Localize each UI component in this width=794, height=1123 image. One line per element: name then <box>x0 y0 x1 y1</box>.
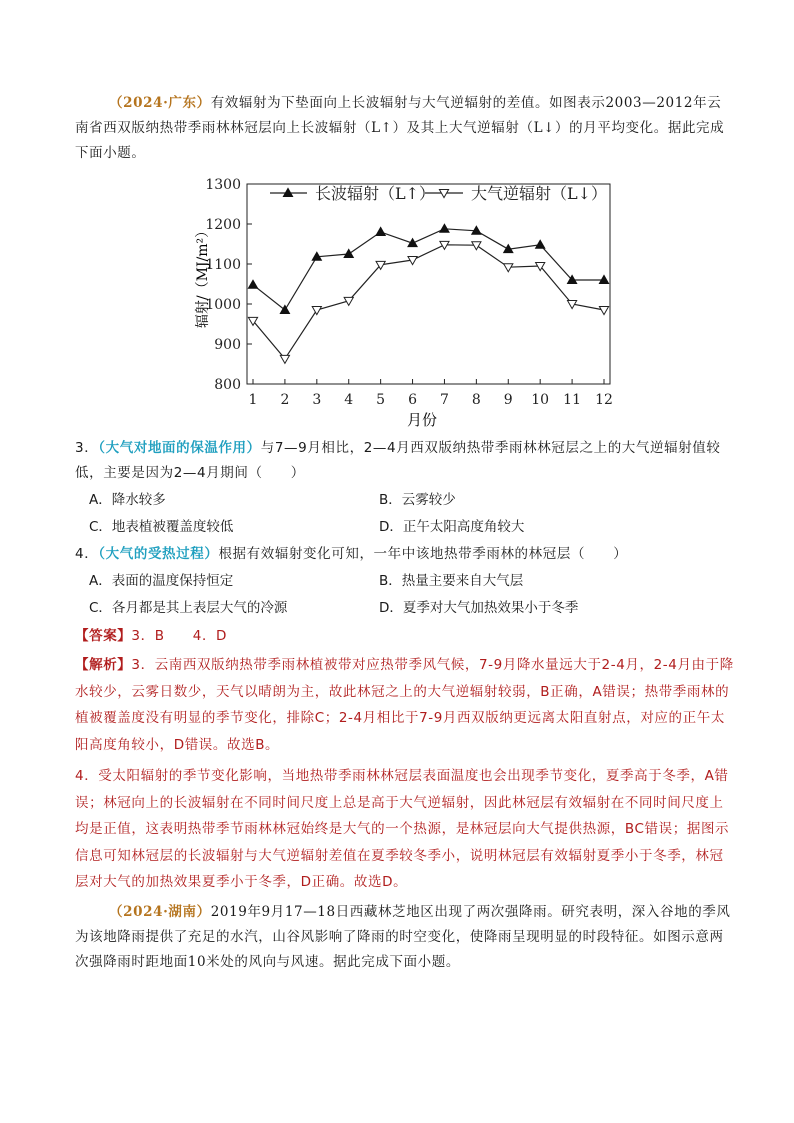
y-tick-label: 1200 <box>205 217 241 233</box>
data-point-counter <box>504 264 513 272</box>
data-point-counter <box>472 242 481 250</box>
legend-label-counter: 大气逆辐射（L↓） <box>471 184 608 203</box>
analysis-q3 <box>75 652 735 758</box>
data-point-counter <box>312 307 321 315</box>
chart-legend <box>270 184 607 203</box>
chart-axes <box>205 177 613 408</box>
data-point-longwave <box>344 249 353 257</box>
question-number: 4． <box>75 546 99 562</box>
x-tick-label: 5 <box>376 392 386 408</box>
topic-tag: （大气的受热过程） <box>98 546 219 562</box>
y-tick-label: 1300 <box>205 177 241 193</box>
data-point-longwave <box>280 305 289 313</box>
x-tick-label: 12 <box>595 392 613 408</box>
x-tick-label: 6 <box>408 392 418 408</box>
series-line-1 <box>253 229 604 310</box>
data-point-longwave <box>536 240 545 248</box>
source-tag: （2024·湖南） <box>109 904 211 920</box>
question-number: 3． <box>75 440 99 456</box>
analysis-text-3: 3．云南西双版纳热带季雨林植被带对应热带季风气候，7-9月降水量远大于2-4月，2-4月由于降水较少，云雾日数少，天气以晴朗为主，故此林冠之上的大气逆辐射较弱，B正确，A错误；热带季雨林的植被覆盖度没有明显的季节变化，排除C；2-4月相比于7-9月西双版纳更远离太阳直射点，对应的正午太阳高度角较小，D错误。故选B。 <box>75 657 734 753</box>
x-tick-label: 2 <box>280 392 290 408</box>
q3-option-a[interactable]: A．降水较多 <box>89 492 166 508</box>
q4-option-d[interactable]: D．夏季对大气加热效果小于冬季 <box>379 600 579 616</box>
question-text: 根据有效辐射变化可知，一年中该地热带季雨林的林冠层（ ） <box>218 546 628 562</box>
q3-option-c[interactable]: C．地表植被覆盖度较低 <box>89 519 234 535</box>
x-tick-label: 3 <box>312 392 322 408</box>
data-point-longwave <box>440 224 449 232</box>
intro-paragraph-1 <box>75 91 735 166</box>
question-3 <box>75 436 735 486</box>
answer-text: 3．B 4．D <box>131 628 228 644</box>
analysis-q4 <box>75 763 735 896</box>
question-4 <box>75 542 735 567</box>
source-tag: （2024·广东） <box>109 95 211 111</box>
x-tick-label: 1 <box>248 392 258 408</box>
y-axis-label: 辐射/（MJ/m²） <box>195 223 211 329</box>
x-tick-label: 4 <box>344 392 354 408</box>
q3-option-b[interactable]: B．云雾较少 <box>379 492 456 508</box>
y-tick-label: 1100 <box>205 257 241 273</box>
x-tick-label: 11 <box>563 392 582 408</box>
data-point-longwave <box>248 280 257 288</box>
question-text: 与7—9月相比，2—4月西双版纳热带季雨林林冠层之上的大气逆辐射值较低，主要是因为2—4月期间（ ） <box>75 440 721 481</box>
intro-text: 有效辐射为下垫面向上长波辐射与大气逆辐射的差值。如图表示2003—2012年云南省西双版纳热带季雨林林冠层向上长波辐射（L↑）及其上大气逆辐射（L↓）的月平均变化。据此完成下面小题。 <box>75 95 725 161</box>
topic-tag: （大气对地面的保温作用） <box>98 440 261 456</box>
radiation-line-chart <box>185 170 625 432</box>
q4-option-b[interactable]: B．热量主要来自大气层 <box>379 573 524 589</box>
chart-series-layer <box>248 224 608 363</box>
q4-option-c[interactable]: C．各月都是其上表层大气的冷源 <box>89 600 288 616</box>
data-point-longwave <box>376 227 385 235</box>
x-tick-label: 7 <box>439 392 449 408</box>
q3-option-d[interactable]: D．正午太阳高度角较大 <box>379 519 525 535</box>
intro-text: 2019年9月17—18日西藏林芝地区出现了两次强降雨。研究表明，深入谷地的季风为该地降雨提供了充足的水汽，山谷风影响了降雨的时空变化，使降雨呈现明显的时段特征。如图示意两次强降雨时距地面10米处的风向与风速。据此完成下面小题。 <box>75 904 731 970</box>
data-point-counter <box>599 307 608 315</box>
y-tick-label: 1000 <box>205 297 241 313</box>
answer-label: 【答案】 <box>75 628 132 644</box>
analysis-text-4: 4．受太阳辐射的季节变化影响，当地热带季雨林林冠层表面温度也会出现季节变化，夏季高于冬季，A错误；林冠向上的长波辐射在不同时间尺度上总是高于大气逆辐射，因此林冠层有效辐射在不同时间尺度上均是正值，这表明热带季节雨林林冠始终是大气的一个热源，是林冠层向大气提供热源，BC错误；据图示信息可知林冠层的长波辐射与大气逆辐射差值在夏季较冬季小，说明林冠层有效辐射夏季小于冬季，林冠层对大气的加热效果夏季小于冬季，D正确。故选D。 <box>75 768 730 890</box>
series-line-2 <box>253 245 604 359</box>
x-tick-label: 10 <box>531 392 550 408</box>
answer-line <box>75 623 735 650</box>
q4-option-a[interactable]: A．表面的温度保持恒定 <box>89 573 234 589</box>
x-tick-label: 9 <box>503 392 513 408</box>
y-tick-label: 900 <box>214 337 241 353</box>
x-axis-label: 月份 <box>406 411 438 429</box>
y-tick-label: 800 <box>214 377 241 393</box>
data-point-counter <box>280 355 289 363</box>
legend-label-longwave: 长波辐射（L↑） <box>315 184 436 203</box>
analysis-label: 【解析】 <box>75 657 132 673</box>
x-tick-label: 8 <box>471 392 481 408</box>
intro-paragraph-2 <box>75 900 735 975</box>
